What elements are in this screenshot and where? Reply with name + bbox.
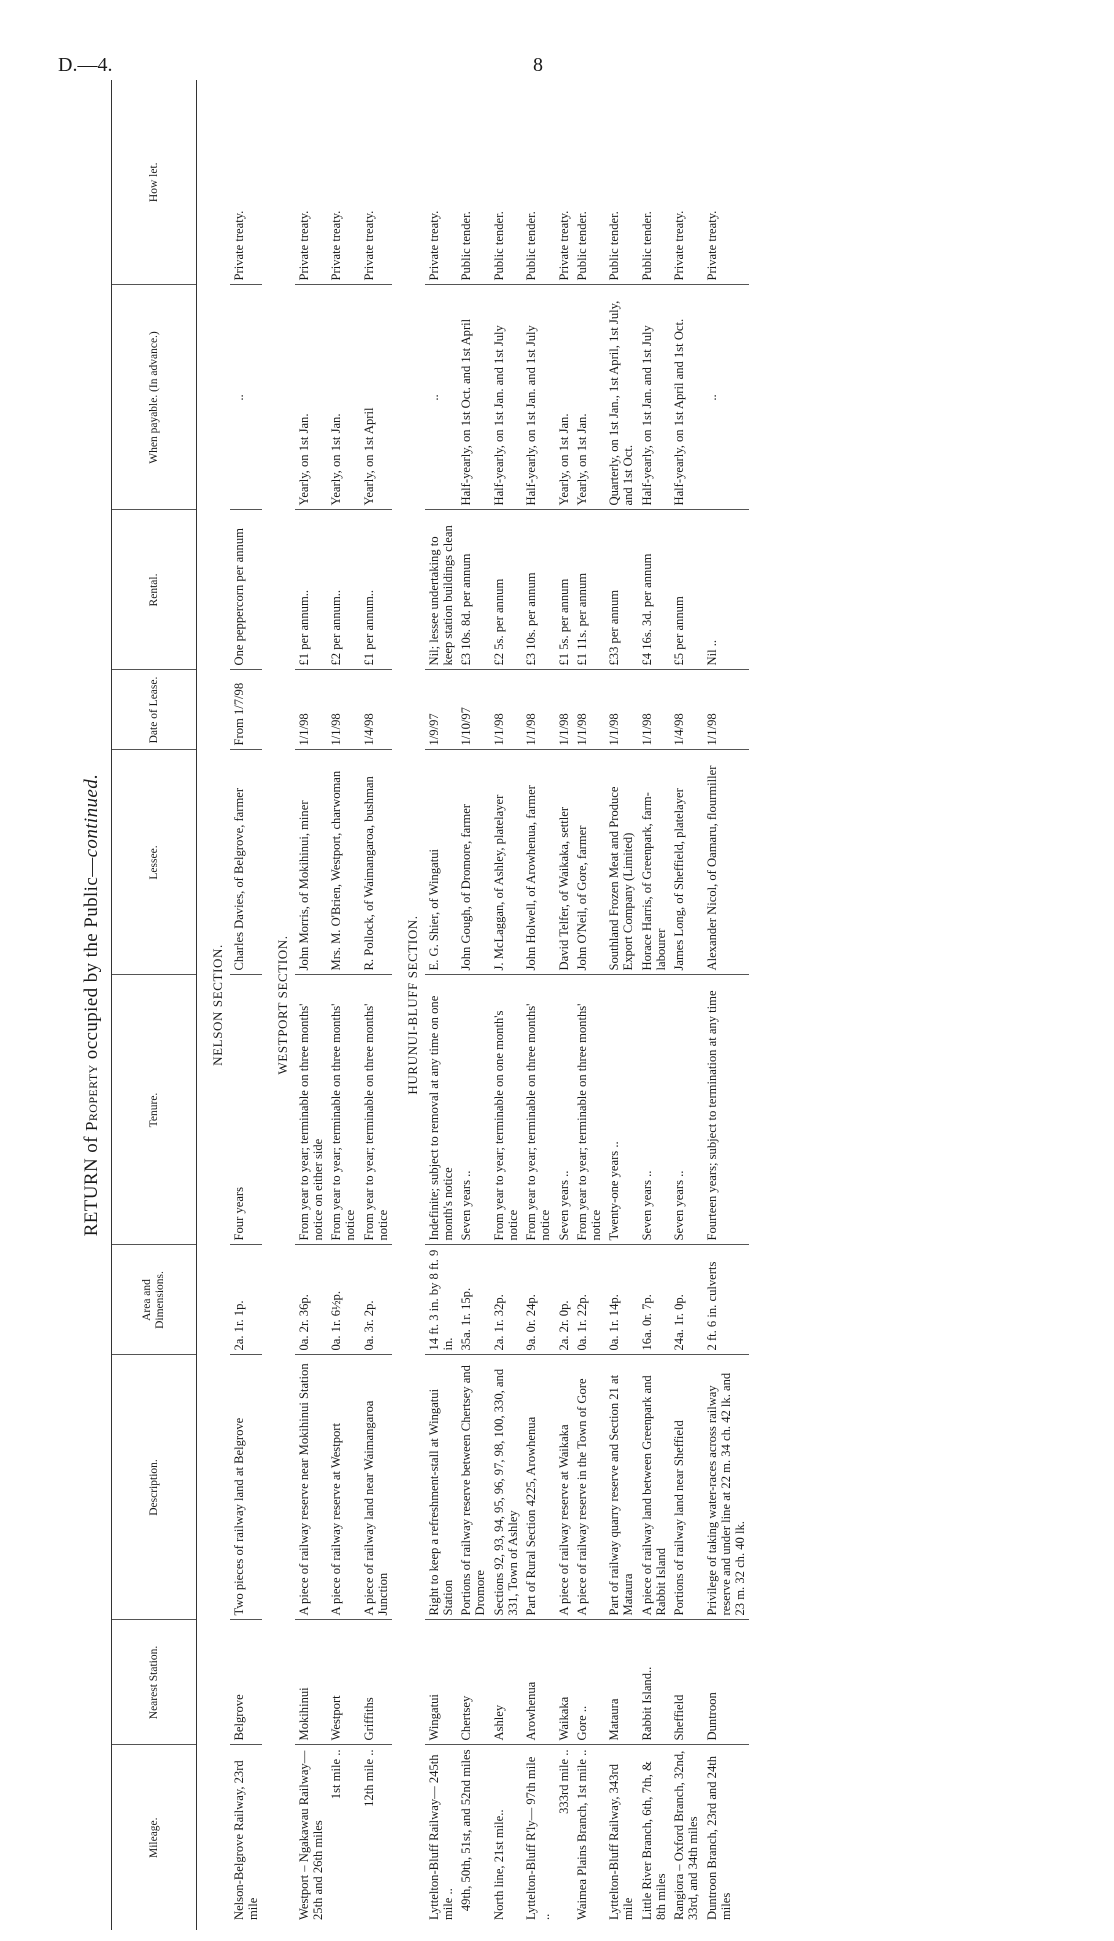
table-title <box>77 80 111 1930</box>
cell-description: Sections 92, 93, 94, 95, 96, 97, 98, 100, 330, and 331, Town of Ashley <box>490 1355 522 1620</box>
cell-lessee: Alexander Nicol, of Oamaru, flourmiller <box>703 750 750 975</box>
cell-area: 2 ft. 6 in. culverts <box>703 1245 750 1355</box>
cell-rental: £1 11s. per annum <box>573 510 605 670</box>
header-row <box>112 80 197 1930</box>
cell-mileage: Rangiora – Oxford Branch, 32nd, 33rd, and 34th miles <box>672 1750 701 1920</box>
cell-station: Sheffield <box>670 1620 702 1745</box>
cell-howlet: Public tender. <box>457 80 489 285</box>
cell-payable: Yearly, on 1st April <box>360 285 392 510</box>
cell-payable: Yearly, on 1st Jan. <box>295 285 327 510</box>
section-heading-westport: WESTPORT SECTION. <box>275 935 291 1075</box>
cell-rental: £3 10s. per annum <box>522 510 554 670</box>
col-header-rental: Rental. <box>112 510 197 670</box>
cell-mileage: Little River Branch, 6th, 7th, & 8th miles <box>639 1761 668 1920</box>
cell-description: A piece of railway land between Greenpark and Rabbit Island <box>638 1355 670 1620</box>
cell-area: 0a. 3r. 2p. <box>360 1245 392 1355</box>
col-header-payable: When payable. (In advance.) <box>112 285 197 510</box>
section-row <box>262 80 295 1930</box>
cell-rental: £1 5s. per annum <box>555 510 573 670</box>
cell-lessee: John Morris, of Mokihinui, miner <box>295 750 327 975</box>
table-row <box>555 80 573 1930</box>
cell-station: Wingatui <box>425 1620 457 1745</box>
table-row <box>457 80 489 1930</box>
cell-description: A piece of railway reserve near Mokihinui Station <box>295 1355 327 1620</box>
cell-howlet: Private treaty. <box>425 80 457 285</box>
cell-payable: Half-yearly, on 1st Jan. and 1st July <box>638 285 670 510</box>
table-row <box>670 80 702 1930</box>
cell-tenure: Twenty-one years .. <box>605 975 637 1245</box>
table-row <box>605 80 637 1930</box>
cell-rental: £3 10s. 8d. per annum <box>457 510 489 670</box>
cell-station: Chertsey <box>457 1620 489 1745</box>
property-table <box>111 80 749 1930</box>
cell-howlet: Private treaty. <box>703 80 750 285</box>
cell-payable: Yearly, on 1st Jan. <box>573 285 605 510</box>
cell-mileage: Lyttelton-Bluff Railway— 245th mile .. <box>426 1754 456 1920</box>
cell-area: 0a. 1r. 6½p. <box>327 1245 359 1355</box>
cell-station: Westport <box>327 1620 359 1745</box>
cell-tenure: From year to year; terminable on one month's notice <box>490 975 522 1245</box>
cell-tenure: Seven years .. <box>555 975 573 1245</box>
cell-rental: Nil; lessee undertaking to keep station buildings clean <box>425 510 457 670</box>
cell-date: From 1/7/98 <box>230 670 262 750</box>
cell-lessee: David Telfer, of Waikaka, settler <box>555 750 573 975</box>
cell-area: 0a. 2r. 36p. <box>295 1245 327 1355</box>
cell-station: Waikaka <box>555 1620 573 1745</box>
cell-lessee: Southland Frozen Meat and Produce Export Company (Limited) <box>605 750 637 975</box>
cell-mileage: 49th, 50th, 51st, and 52nd miles <box>459 1749 474 1912</box>
cell-tenure: Seven years .. <box>670 975 702 1245</box>
cell-rental: £33 per annum <box>605 510 637 670</box>
title-italic: continued. <box>81 773 102 858</box>
cell-description: A piece of railway land near Waimangaroa Junction <box>360 1355 392 1620</box>
table-row <box>703 80 750 1930</box>
col-header-date: Date of Lease. <box>112 670 197 750</box>
cell-rental: One peppercorn per annum <box>230 510 262 670</box>
rotated-page-content <box>77 80 1037 1930</box>
cell-payable: Half-yearly, on 1st Jan. and 1st July <box>522 285 554 510</box>
cell-area: 0a. 1r. 14p. <box>605 1245 637 1355</box>
cell-payable: Yearly, on 1st Jan. <box>327 285 359 510</box>
table-row <box>638 80 670 1930</box>
cell-howlet: Private treaty. <box>295 80 327 285</box>
cell-tenure: From year to year; terminable on three months' notice <box>573 975 605 1245</box>
cell-date: 1/4/98 <box>670 670 702 750</box>
table-row <box>360 80 392 1930</box>
cell-date: 1/1/98 <box>605 670 637 750</box>
cell-payable: Quarterly, on 1st Jan., 1st April, 1st July, and 1st Oct. <box>605 285 637 510</box>
cell-lessee: James Long, of Sheffield, platelayer <box>670 750 702 975</box>
section-heading-hurunui-bluff: HURUNUI-BLUFF SECTION. <box>405 915 421 1095</box>
cell-description: A piece of railway reserve at Waikaka <box>555 1355 573 1620</box>
cell-station: Gore .. <box>573 1620 605 1745</box>
cell-date: 1/9/97 <box>425 670 457 750</box>
cell-station: Belgrove <box>230 1620 262 1745</box>
cell-date: 1/1/98 <box>703 670 750 750</box>
title-middle: occupied by the Public— <box>81 857 102 1065</box>
cell-station: Mokihinui <box>295 1620 327 1745</box>
cell-mileage: Duntroon Branch, 23rd and 24th miles <box>704 1755 733 1920</box>
cell-description: Part of railway quarry reserve and Section 21 at Mataura <box>605 1355 637 1620</box>
cell-description: Privilege of taking water-races across railway reserve and under line at 22 m. 34 ch. 42 lk. and 23 m. 32 ch. 40 lk. <box>703 1355 750 1620</box>
cell-tenure: Four years <box>230 975 262 1245</box>
cell-lessee: Horace Harris, of Greenpark, farm-labourer <box>638 750 670 975</box>
cell-payable: Yearly, on 1st Jan. <box>555 285 573 510</box>
table-row <box>573 80 605 1930</box>
cell-payable: Half-yearly, on 1st Jan. and 1st July <box>490 285 522 510</box>
cell-date: 1/1/98 <box>638 670 670 750</box>
cell-tenure: From year to year; terminable on three months' notice on either side <box>295 975 327 1245</box>
cell-date: 1/1/98 <box>522 670 554 750</box>
cell-howlet: Public tender. <box>605 80 637 285</box>
cell-howlet: Public tender. <box>638 80 670 285</box>
cell-description: Two pieces of railway land at Belgrove <box>230 1355 262 1620</box>
cell-lessee: E. G. Shier, of Wingatui <box>425 750 457 975</box>
cell-station: Arowhenua <box>522 1620 554 1745</box>
col-header-tenure: Tenure. <box>112 975 197 1245</box>
cell-station: Duntroon <box>703 1620 750 1745</box>
cell-date: 1/10/97 <box>457 670 489 750</box>
cell-tenure: From year to year; terminable on three months' notice <box>327 975 359 1245</box>
cell-mileage: 1st mile .. <box>329 1749 344 1800</box>
cell-rental: Nil .. <box>703 510 750 670</box>
cell-station: Rabbit Island.. <box>638 1620 670 1745</box>
cell-lessee: John Gough, of Dromore, farmer <box>457 750 489 975</box>
cell-tenure: From year to year; terminable on three months' notice <box>360 975 392 1245</box>
cell-mileage: North line, 21st mile.. <box>491 1809 506 1920</box>
cell-rental: £5 per annum <box>670 510 702 670</box>
cell-mileage: Lyttelton-Bluff Railway, 343rd mile <box>607 1763 636 1920</box>
col-header-area: Area and Dimensions. <box>112 1245 197 1355</box>
cell-area: 2a. 1r. 1p. <box>230 1245 262 1355</box>
title-smallcaps: Property <box>82 1064 101 1131</box>
cell-area: 14 ft. 3 in. by 8 ft. 9 in. <box>425 1245 457 1355</box>
cell-rental: £2 per annum.. <box>327 510 359 670</box>
cell-howlet: Public tender. <box>573 80 605 285</box>
cell-lessee: John O'Neil, of Gore, farmer <box>573 750 605 975</box>
cell-lessee: R. Pollock, of Waimangaroa, bushman <box>360 750 392 975</box>
cell-date: 1/1/98 <box>295 670 327 750</box>
cell-area: 0a. 1r. 22p. <box>573 1245 605 1355</box>
cell-date: 1/1/98 <box>573 670 605 750</box>
cell-area: 24a. 1r. 0p. <box>670 1245 702 1355</box>
cell-tenure: Fourteen years; subject to termination at any time <box>703 975 750 1245</box>
cell-tenure: From year to year; terminable on three months' notice <box>522 975 554 1245</box>
document-code: D.—4. <box>58 54 113 76</box>
section-row <box>197 80 230 1930</box>
cell-payable: .. <box>230 285 262 510</box>
table-row <box>230 80 262 1930</box>
title-prefix: RETURN of <box>81 1130 102 1237</box>
cell-date: 1/1/98 <box>327 670 359 750</box>
cell-station: Ashley <box>490 1620 522 1745</box>
cell-date: 1/1/98 <box>555 670 573 750</box>
cell-howlet: Private treaty. <box>230 80 262 285</box>
cell-howlet: Private treaty. <box>360 80 392 285</box>
table-row <box>490 80 522 1930</box>
cell-lessee: Charles Davies, of Belgrove, farmer <box>230 750 262 975</box>
table-row <box>327 80 359 1930</box>
cell-description: A piece of railway reserve at Westport <box>327 1355 359 1620</box>
cell-howlet: Private treaty. <box>670 80 702 285</box>
cell-payable: Half-yearly, on 1st April and 1st Oct. <box>670 285 702 510</box>
cell-description: Portions of railway land near Sheffield <box>670 1355 702 1620</box>
cell-description: Portions of railway reserve between Chertsey and Dromore <box>457 1355 489 1620</box>
cell-payable: .. <box>703 285 750 510</box>
cell-mileage: 12th mile .. <box>361 1749 376 1807</box>
cell-description: Part of Rural Section 4225, Arowhenua <box>522 1355 554 1620</box>
cell-rental: £2 5s. per annum <box>490 510 522 670</box>
cell-rental: £1 per annum.. <box>360 510 392 670</box>
cell-lessee: Mrs. M. O'Brien, Westport, charwoman <box>327 750 359 975</box>
cell-payable: .. <box>425 285 457 510</box>
cell-lessee: John Holwell, of Arowhenua, farmer <box>522 750 554 975</box>
cell-mileage: Waimea Plains Branch, 1st mile .. <box>574 1749 589 1920</box>
cell-lessee: J. McLaggan, of Ashley, platelayer <box>490 750 522 975</box>
cell-tenure: Seven years .. <box>457 975 489 1245</box>
cell-rental: £4 16s. 3d. per annum <box>638 510 670 670</box>
cell-date: 1/4/98 <box>360 670 392 750</box>
cell-date: 1/1/98 <box>490 670 522 750</box>
cell-howlet: Private treaty. <box>555 80 573 285</box>
col-header-station: Nearest Station. <box>112 1620 197 1745</box>
cell-station: Griffiths <box>360 1620 392 1745</box>
cell-howlet: Private treaty. <box>327 80 359 285</box>
cell-description: Right to keep a refreshment-stall at Wingatui Station <box>425 1355 457 1620</box>
col-header-howlet: How let. <box>112 80 197 285</box>
section-row <box>392 80 425 1930</box>
cell-tenure: Seven years .. <box>638 975 670 1245</box>
cell-payable: Half-yearly, on 1st Oct. and 1st April <box>457 285 489 510</box>
page-number: 8 <box>533 54 543 76</box>
col-header-lessee: Lessee. <box>112 750 197 975</box>
cell-howlet: Public tender. <box>490 80 522 285</box>
cell-area: 35a. 1r. 15p. <box>457 1245 489 1355</box>
cell-howlet: Public tender. <box>522 80 554 285</box>
cell-area: 9a. 0r. 24p. <box>522 1245 554 1355</box>
col-header-description: Description. <box>112 1355 197 1620</box>
section-heading-nelson: NELSON SECTION. <box>210 944 225 1066</box>
cell-description: A piece of railway reserve in the Town of Gore <box>573 1355 605 1620</box>
cell-area: 2a. 2r. 0p. <box>555 1245 573 1355</box>
cell-mileage: Nelson-Belgrove Railway, 23rd mile <box>231 1760 260 1920</box>
table-row <box>522 80 554 1930</box>
col-header-mileage: Mileage. <box>112 1745 197 1930</box>
cell-mileage: 333rd mile .. <box>556 1749 571 1814</box>
cell-station: Mataura <box>605 1620 637 1745</box>
table-row <box>425 80 457 1930</box>
cell-mileage: Lyttelton-Bluff R'ly— 97th mile .. <box>524 1756 553 1920</box>
cell-area: 16a. 0r. 7p. <box>638 1245 670 1355</box>
table-row <box>295 80 327 1930</box>
cell-area: 2a. 1r. 32p. <box>490 1245 522 1355</box>
cell-tenure: Indefinite; subject to removal at any time on one month's notice <box>425 975 457 1245</box>
cell-rental: £1 per annum.. <box>295 510 327 670</box>
cell-mileage: Westport – Ngakawau Railway— 25th and 26th miles <box>296 1750 326 1920</box>
